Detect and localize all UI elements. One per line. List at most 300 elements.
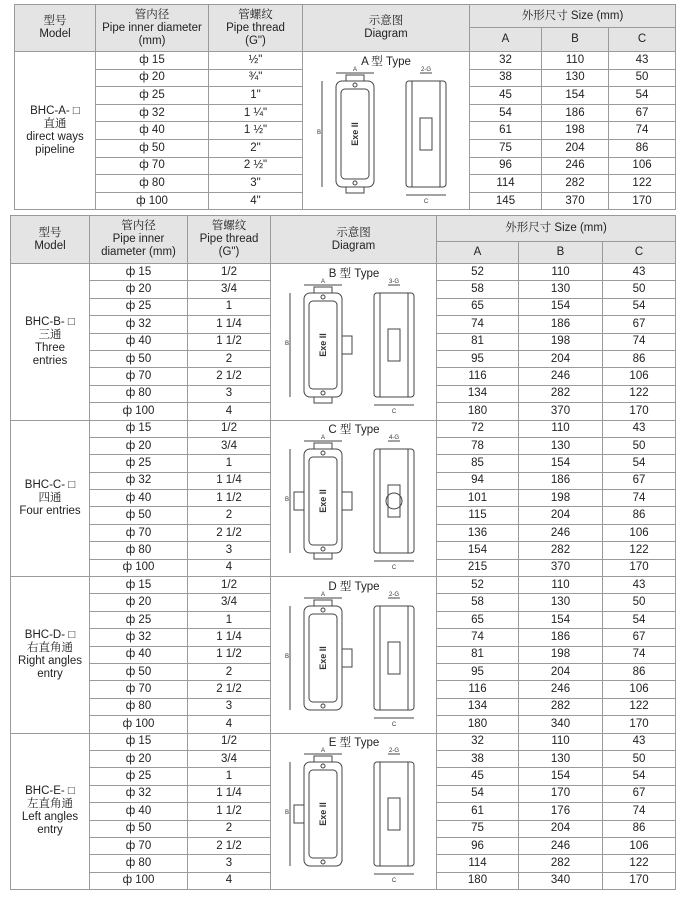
pipe-thread-cell: 1 [188,455,271,472]
header-col-c: C [603,242,676,264]
size-b-cell: 186 [542,104,609,122]
size-c-cell: 43 [609,52,676,70]
size-b-cell: 110 [519,264,603,281]
group-d [11,577,676,734]
pipe-diameter-cell: ф 40 [90,333,188,350]
size-b-cell: 282 [519,855,603,872]
pipe-diameter-cell: ф 25 [90,298,188,315]
size-b-cell: 340 [519,716,603,733]
group-a [15,52,676,210]
pipe-thread-cell: 1 1/2 [188,803,271,820]
pipe-thread-cell: 1 1/4 [188,629,271,646]
size-a-cell: 145 [470,192,542,210]
model-cell [11,577,90,734]
pipe-diameter-cell: ф 15 [90,577,188,594]
pipe-thread-cell: 1 ¼" [209,104,303,122]
size-c-cell: 106 [603,524,676,541]
pipe-thread-cell: 2 ½" [209,157,303,175]
group-e [11,733,676,890]
size-c-cell: 43 [603,733,676,750]
dim-label-g: 3-G [388,278,399,285]
size-c-cell: 50 [603,594,676,611]
size-a-cell: 54 [437,785,519,802]
size-c-cell: 170 [603,559,676,576]
pipe-thread-cell: 1 [188,298,271,315]
size-b-cell: 154 [519,768,603,785]
model-cell [15,52,96,210]
pipe-diameter-cell: ф 32 [96,104,209,122]
dim-label-g: 2-G [420,66,432,73]
header-size: 外形尺寸 Size (mm) [470,5,676,28]
model-cell [11,420,90,577]
size-c-cell: 43 [603,577,676,594]
size-b-cell: 198 [519,646,603,663]
size-b-cell: 130 [519,437,603,454]
pipe-thread-cell: 1" [209,87,303,105]
size-b-cell: 176 [519,803,603,820]
pipe-thread-cell: 3 [188,542,271,559]
exe-marking: Exe II [317,332,328,357]
size-c-cell: 170 [603,872,676,889]
size-b-cell: 282 [519,542,603,559]
pipe-thread-cell: 3 [188,385,271,402]
model-line: entry [37,824,63,837]
header-col-b: B [519,242,603,264]
size-a-cell: 65 [437,298,519,315]
pipe-thread-cell: 1 1/4 [188,472,271,489]
size-c-cell: 86 [603,663,676,680]
size-c-cell: 67 [603,629,676,646]
model-line: Four entries [19,504,81,517]
diagram-title: D 型 Type [327,580,380,593]
size-c-cell: 54 [603,768,676,785]
size-a-cell: 32 [470,52,542,70]
header-col-a: A [470,28,542,52]
pipe-thread-cell: 1 [188,611,271,628]
fitting-drawing [290,285,414,405]
model-line: 四通 [38,491,62,504]
size-a-cell: 65 [437,611,519,628]
size-a-cell: 96 [470,157,542,175]
size-a-cell: 74 [437,316,519,333]
size-b-cell: 198 [519,333,603,350]
dim-label-b: B [284,340,289,347]
fitting-diagram [306,53,466,209]
size-b-cell: 186 [519,316,603,333]
pipe-diameter-cell: ф 70 [90,837,188,854]
size-c-cell: 122 [603,855,676,872]
size-c-cell: 106 [603,837,676,854]
pipe-diameter-cell: ф 50 [90,350,188,367]
size-a-cell: 58 [437,281,519,298]
size-b-cell: 110 [519,420,603,437]
size-a-cell: 81 [437,333,519,350]
dim-label-a: A [320,591,325,598]
size-a-cell: 52 [437,264,519,281]
exe-marking: Exe II [317,489,328,514]
size-c-cell: 74 [609,122,676,140]
size-c-cell: 86 [609,139,676,157]
size-c-cell: 43 [603,264,676,281]
pipe-diameter-cell: ф 100 [90,716,188,733]
dim-label-c: C [391,878,396,885]
size-b-cell: 204 [519,820,603,837]
size-a-cell: 94 [437,472,519,489]
header-model: 型号 Model [11,216,90,264]
pipe-thread-cell: 1 1/2 [188,333,271,350]
dim-label-a: A [320,278,325,285]
pipe-diameter-cell: ф 25 [96,87,209,105]
size-c-cell: 86 [603,507,676,524]
model-line: pipeline [35,143,75,156]
size-a-cell: 134 [437,385,519,402]
pipe-thread-cell: 3 [188,698,271,715]
size-a-cell: 38 [437,750,519,767]
pipe-diameter-cell: ф 32 [90,629,188,646]
size-a-cell: 61 [437,803,519,820]
size-b-cell: 282 [519,385,603,402]
pipe-diameter-cell: ф 70 [90,681,188,698]
size-a-cell: 85 [437,455,519,472]
model-line: BHC-A- □ [30,104,80,117]
size-c-cell: 170 [603,403,676,420]
pipe-thread-cell: ½" [209,52,303,70]
pipe-thread-cell: 1 [188,768,271,785]
size-c-cell: 67 [603,472,676,489]
size-b-cell: 204 [519,507,603,524]
pipe-diameter-cell: ф 20 [90,594,188,611]
fitting-diagram [274,734,434,888]
exe-marking: Exe II [317,802,328,827]
header-diagram: 示意图 Diagram [303,5,470,52]
dim-label-c: C [423,198,429,205]
header-size: 外形尺寸 Size (mm) [437,216,676,242]
size-b-cell: 282 [542,175,609,193]
size-a-cell: 136 [437,524,519,541]
spec-table-bcde [10,215,676,890]
model-line: 左直角通 [27,798,73,811]
size-c-cell: 67 [609,104,676,122]
model-line: BHC-B- □ [25,315,75,328]
header-pipe-diameter: 管内径 Pipe inner diameter (mm) [90,216,188,264]
pipe-thread-cell: 4 [188,559,271,576]
pipe-thread-cell: 3/4 [188,437,271,454]
fitting-drawing [290,754,414,874]
size-a-cell: 180 [437,716,519,733]
pipe-diameter-cell: ф 100 [90,559,188,576]
size-a-cell: 74 [437,629,519,646]
fitting-diagram [274,265,434,419]
fitting-drawing [290,598,414,718]
size-b-cell: 186 [519,629,603,646]
size-c-cell: 74 [603,646,676,663]
pipe-thread-cell: 3/4 [188,281,271,298]
pipe-diameter-cell: ф 70 [96,157,209,175]
pipe-diameter-cell: ф 20 [90,437,188,454]
size-a-cell: 52 [437,577,519,594]
size-a-cell: 45 [437,768,519,785]
pipe-thread-cell: 1 1/4 [188,316,271,333]
size-b-cell: 154 [519,455,603,472]
size-b-cell: 370 [519,559,603,576]
dim-label-c: C [391,721,396,728]
size-a-cell: 45 [470,87,542,105]
exe-marking: Exe II [317,646,328,670]
size-b-cell: 170 [519,785,603,802]
size-a-cell: 115 [437,507,519,524]
size-a-cell: 114 [437,855,519,872]
size-c-cell: 86 [603,350,676,367]
pipe-diameter-cell: ф 80 [90,698,188,715]
size-c-cell: 50 [603,437,676,454]
pipe-diameter-cell: ф 15 [96,52,209,70]
size-a-cell: 72 [437,420,519,437]
pipe-diameter-cell: ф 40 [90,803,188,820]
pipe-diameter-cell: ф 80 [90,385,188,402]
size-b-cell: 154 [519,611,603,628]
pipe-diameter-cell: ф 100 [90,403,188,420]
pipe-diameter-cell: ф 25 [90,455,188,472]
pipe-thread-cell: 4" [209,192,303,210]
dim-label-a: A [320,748,325,755]
size-c-cell: 43 [603,420,676,437]
table-row [11,577,676,594]
pipe-diameter-cell: ф 50 [90,663,188,680]
pipe-diameter-cell: ф 50 [90,820,188,837]
pipe-diameter-cell: ф 32 [90,785,188,802]
size-c-cell: 74 [603,333,676,350]
size-c-cell: 50 [603,750,676,767]
dim-label-b: B [284,497,289,504]
model-line: 右直角通 [27,641,73,654]
size-b-cell: 246 [542,157,609,175]
size-a-cell: 116 [437,681,519,698]
size-c-cell: 122 [609,175,676,193]
diagram-title: A 型 Type [361,55,411,68]
size-c-cell: 54 [603,611,676,628]
pipe-thread-cell: 3 [188,855,271,872]
size-b-cell: 204 [519,663,603,680]
size-b-cell: 370 [542,192,609,210]
pipe-diameter-cell: ф 50 [90,507,188,524]
size-a-cell: 215 [437,559,519,576]
pipe-diameter-cell: ф 100 [90,872,188,889]
size-a-cell: 95 [437,663,519,680]
size-c-cell: 106 [603,681,676,698]
pipe-diameter-cell: ф 20 [90,750,188,767]
size-b-cell: 110 [519,733,603,750]
size-c-cell: 106 [609,157,676,175]
exe-marking: Exe II [350,121,360,146]
fitting-drawing [290,441,414,561]
model-line: direct ways [26,130,84,143]
group-c [11,420,676,577]
size-b-cell: 246 [519,368,603,385]
pipe-diameter-cell: ф 25 [90,611,188,628]
pipe-diameter-cell: ф 20 [90,281,188,298]
pipe-thread-cell: 2 [188,507,271,524]
dim-label-g: 4-G [388,435,399,442]
diagram-title: B 型 Type [328,267,379,280]
size-b-cell: 198 [542,122,609,140]
size-b-cell: 204 [519,350,603,367]
diagram-cell [271,264,437,421]
dim-label-c: C [391,565,396,572]
pipe-thread-cell: 1 ½" [209,122,303,140]
diagram-cell [271,733,437,890]
size-b-cell: 130 [519,750,603,767]
diagram-title: E 型 Type [328,737,379,750]
table-row [11,264,676,281]
header-col-a: A [437,242,519,264]
group-b [11,264,676,421]
header-diagram: 示意图 Diagram [271,216,437,264]
diagram-cell [271,420,437,577]
size-a-cell: 116 [437,368,519,385]
header-pipe-thread: 管螺纹 Pipe thread (G") [209,5,303,52]
model-line: Left angles [21,811,79,824]
dim-label-a: A [320,435,325,442]
size-c-cell: 67 [603,316,676,333]
header-pipe-thread: 管螺纹 Pipe thread (G") [188,216,271,264]
pipe-diameter-cell: ф 70 [90,524,188,541]
table-row [11,420,676,437]
model-cell [11,264,90,421]
pipe-thread-cell: 2 1/2 [188,681,271,698]
pipe-diameter-cell: ф 40 [90,646,188,663]
size-b-cell: 110 [519,577,603,594]
size-c-cell: 74 [603,490,676,507]
pipe-thread-cell: 4 [188,716,271,733]
pipe-thread-cell: 1/2 [188,733,271,750]
size-b-cell: 154 [519,298,603,315]
size-a-cell: 75 [470,139,542,157]
pipe-thread-cell: 2 [188,350,271,367]
diagram-title: C 型 Type [327,424,380,437]
size-b-cell: 110 [542,52,609,70]
dim-label-c: C [391,408,396,415]
size-c-cell: 122 [603,542,676,559]
pipe-thread-cell: 1 1/2 [188,646,271,663]
size-a-cell: 58 [437,594,519,611]
size-c-cell: 67 [603,785,676,802]
size-b-cell: 246 [519,837,603,854]
size-c-cell: 54 [603,298,676,315]
size-c-cell: 170 [609,192,676,210]
dim-label-g: 2-G [388,591,399,598]
size-c-cell: 50 [609,69,676,87]
size-a-cell: 95 [437,350,519,367]
size-b-cell: 340 [519,872,603,889]
size-c-cell: 74 [603,803,676,820]
pipe-thread-cell: ¾" [209,69,303,87]
table-row [11,733,676,750]
size-a-cell: 32 [437,733,519,750]
pipe-thread-cell: 4 [188,872,271,889]
pipe-diameter-cell: ф 80 [96,175,209,193]
size-b-cell: 130 [519,281,603,298]
size-c-cell: 122 [603,385,676,402]
size-b-cell: 370 [519,403,603,420]
model-line: entries [32,354,68,367]
model-line: BHC-C- □ [24,478,76,491]
pipe-thread-cell: 3/4 [188,594,271,611]
size-b-cell: 154 [542,87,609,105]
model-line: entry [37,667,63,680]
size-c-cell: 54 [609,87,676,105]
diagram-cell [303,52,470,210]
size-c-cell: 122 [603,698,676,715]
fitting-diagram [274,578,434,732]
header-col-b: B [542,28,609,52]
pipe-thread-cell: 1 1/2 [188,490,271,507]
size-c-cell: 54 [603,455,676,472]
pipe-diameter-cell: ф 80 [90,542,188,559]
size-a-cell: 154 [437,542,519,559]
pipe-thread-cell: 2 1/2 [188,837,271,854]
pipe-diameter-cell: ф 15 [90,420,188,437]
pipe-diameter-cell: ф 80 [90,855,188,872]
size-a-cell: 78 [437,437,519,454]
pipe-thread-cell: 4 [188,403,271,420]
size-b-cell: 198 [519,490,603,507]
model-line: 三通 [38,328,62,341]
size-b-cell: 204 [542,139,609,157]
pipe-diameter-cell: ф 32 [90,472,188,489]
size-a-cell: 61 [470,122,542,140]
pipe-diameter-cell: ф 25 [90,768,188,785]
size-a-cell: 81 [437,646,519,663]
dim-label-b: B [316,129,322,136]
model-line: Right angles [18,654,82,667]
pipe-diameter-cell: ф 15 [90,733,188,750]
pipe-thread-cell: 2 [188,820,271,837]
size-b-cell: 130 [542,69,609,87]
size-b-cell: 246 [519,524,603,541]
pipe-diameter-cell: ф 100 [96,192,209,210]
size-a-cell: 96 [437,837,519,854]
pipe-thread-cell: 2 1/2 [188,368,271,385]
pipe-diameter-cell: ф 20 [96,69,209,87]
model-line: BHC-D- □ [24,628,76,641]
table-row [15,52,676,70]
size-b-cell: 246 [519,681,603,698]
pipe-thread-cell: 1/2 [188,264,271,281]
model-line: BHC-E- □ [25,785,75,798]
size-b-cell: 186 [519,472,603,489]
header-pipe-diameter: 管内径 Pipe inner diameter (mm) [96,5,209,52]
size-b-cell: 282 [519,698,603,715]
size-b-cell: 130 [519,594,603,611]
size-c-cell: 50 [603,281,676,298]
pipe-thread-cell: 3" [209,175,303,193]
header-col-c: C [609,28,676,52]
pipe-thread-cell: 1 1/4 [188,785,271,802]
pipe-thread-cell: 1/2 [188,420,271,437]
pipe-thread-cell: 2" [209,139,303,157]
fitting-diagram [274,421,434,575]
fitting-drawing [322,73,446,195]
size-c-cell: 86 [603,820,676,837]
pipe-diameter-cell: ф 40 [90,490,188,507]
model-line: Three [34,341,66,354]
size-a-cell: 180 [437,872,519,889]
pipe-diameter-cell: ф 15 [90,264,188,281]
size-a-cell: 134 [437,698,519,715]
pipe-thread-cell: 3/4 [188,750,271,767]
size-a-cell: 101 [437,490,519,507]
size-a-cell: 114 [470,175,542,193]
